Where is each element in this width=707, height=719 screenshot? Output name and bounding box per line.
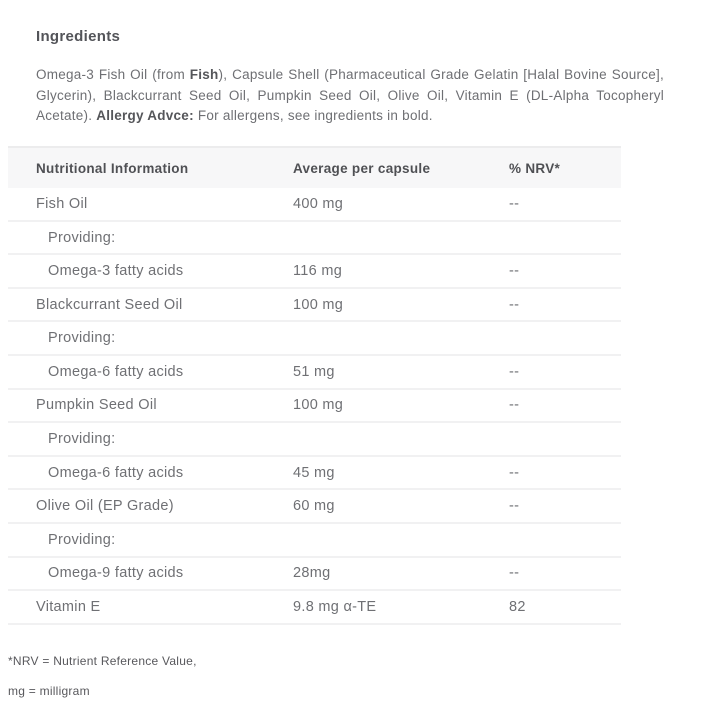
amount-cell: 28mg [293, 565, 331, 582]
nutrient-name-cell: Vitamin E [36, 599, 101, 616]
ingredients-text-part2: ), Capsule Shell (Pharmaceutical Grade Gelatin [Halal Bovine Source], Glycerin), Blackcurrant Seed Oil, Pumpkin Seed Oil, Olive Oil, Vitamin E (DL-Alpha Tocopheryl Acetate). [36, 67, 664, 124]
nutrient-name-cell: Omega-9 fatty acids [48, 565, 184, 582]
nutrient-name-cell: Blackcurrant Seed Oil [36, 296, 183, 313]
table-row [8, 222, 621, 256]
nutrient-name-cell: Providing: [48, 330, 116, 347]
nrv-cell: -- [509, 363, 520, 380]
table-row [8, 356, 621, 390]
nrv-cell: -- [509, 397, 520, 414]
allergy-advice-label: Allergy Advce: [96, 108, 194, 124]
amount-cell: 9.8 mg α-TE [293, 599, 377, 616]
amount-cell: 51 mg [293, 363, 335, 380]
table-row [8, 591, 621, 625]
ingredients-text-part3: For allergens, see ingredients in bold. [193, 108, 433, 124]
amount-cell: 100 mg [293, 296, 344, 313]
footnote-nrv: *NRV = Nutrient Reference Value, [8, 653, 197, 668]
amount-cell: 400 mg [293, 195, 344, 212]
amount-cell: 116 mg [293, 263, 343, 280]
nrv-cell: -- [509, 195, 520, 212]
amount-cell: 60 mg [293, 498, 335, 515]
nrv-cell: 82 [509, 599, 526, 616]
table-row [8, 490, 621, 524]
header-average-per-capsule: Average per capsule [293, 160, 431, 176]
nutrient-name-cell: Omega-3 fatty acids [48, 263, 184, 280]
header-percent-nrv: % NRV* [509, 160, 561, 176]
header-nutritional-information: Nutritional Information [36, 160, 189, 176]
table-row [8, 423, 621, 457]
nutrient-name-cell: Providing: [48, 531, 116, 548]
nutrient-name-cell: Fish Oil [36, 195, 88, 212]
footnote-mg: mg = milligram [8, 683, 90, 698]
table-row [8, 289, 621, 323]
nutrient-name-cell: Omega-6 fatty acids [48, 363, 184, 380]
nutrient-name-cell: Providing: [48, 431, 116, 448]
ingredients-bold-fish: Fish [189, 67, 219, 82]
table-row [8, 390, 621, 424]
nutrient-name-cell: Pumpkin Seed Oil [36, 397, 157, 414]
ingredients-text-part1: Omega-3 Fish Oil (from [36, 67, 190, 82]
table-row [8, 255, 621, 289]
table-footnotes [8, 654, 707, 698]
table-row [8, 558, 621, 592]
table-header-row [8, 146, 621, 188]
nrv-cell: -- [509, 263, 520, 280]
nutrient-name-cell: Olive Oil (EP Grade) [36, 498, 174, 515]
table-body [8, 188, 621, 625]
nrv-cell: -- [509, 565, 520, 582]
ingredients-heading: Ingredients [36, 28, 121, 45]
table-row [8, 322, 621, 356]
nutrient-name-cell: Omega-6 fatty acids [48, 464, 184, 481]
nrv-cell: -- [509, 296, 520, 313]
table-row [8, 524, 621, 558]
nrv-cell: -- [509, 498, 520, 515]
nutrient-name-cell: Providing: [48, 229, 116, 246]
amount-cell: 45 mg [293, 464, 335, 481]
nutritional-information-table [8, 146, 621, 625]
amount-cell: 100 mg [293, 397, 344, 414]
table-row [8, 188, 621, 222]
table-row [8, 457, 621, 491]
nrv-cell: -- [509, 464, 520, 481]
product-info-page [0, 28, 707, 719]
ingredients-paragraph [36, 65, 664, 127]
